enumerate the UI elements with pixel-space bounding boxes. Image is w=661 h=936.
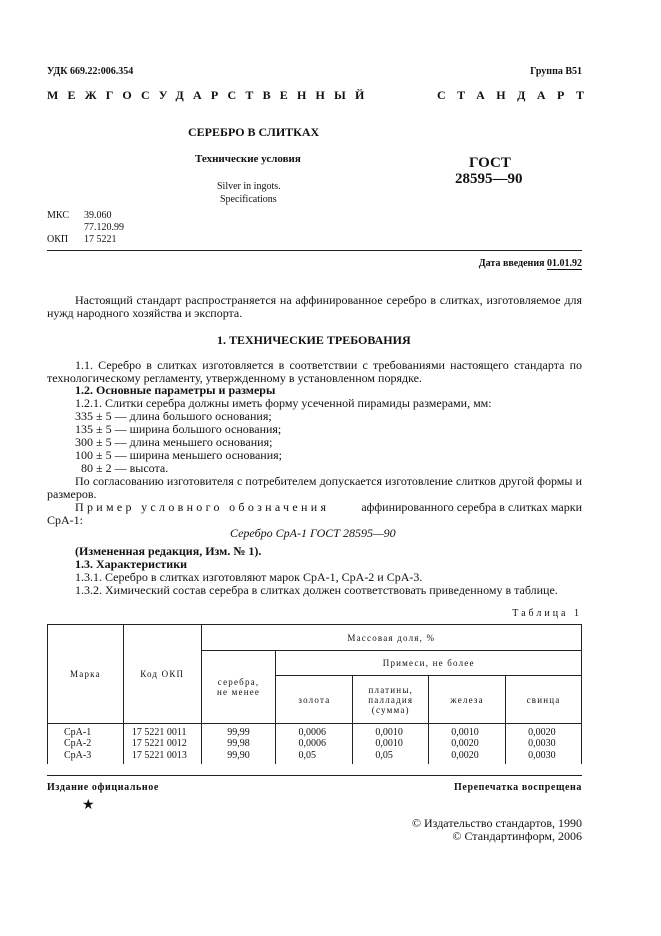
intro-paragraph: Настоящий стандарт распространяется на аффинированное серебро в слитках, изготовляемое для нужд народного хозяйства и экспорта.: [47, 293, 582, 321]
dimension-line: 300 ± 5 — длина меньшего основания;: [75, 435, 273, 449]
dimension-line: 135 ± 5 — ширина большого основания;: [75, 422, 282, 436]
copyright-2006: © Стандартинформ, 2006: [452, 829, 582, 843]
dimension-line: 80 ± 2 — высота.: [81, 461, 169, 475]
table-caption: Таблица 1: [512, 608, 582, 619]
cell-platinum: 0,0010 0,0010 0,05: [353, 724, 429, 764]
header-silver: серебра, не менее: [201, 651, 276, 724]
cell-gold: 0,0006 0,0006 0,05: [276, 724, 353, 764]
intro-date-label: Дата введения: [478, 258, 545, 269]
mks-value-2: 77.120.99: [84, 222, 124, 233]
paragraph-1-2-1: 1.2.1. Слитки серебра должны иметь форму усеченной пирамиды размерами, мм:: [75, 396, 492, 410]
okp-value: 17 5221: [84, 234, 117, 245]
cell-okp: 17 5221 0011 17 5221 0012 17 5221 0013: [123, 724, 201, 764]
mks-label: МКС: [47, 210, 69, 221]
header-marka: Марка: [48, 625, 124, 724]
header-iron: железа: [429, 676, 506, 724]
example-label: Пример условного обозначения: [75, 500, 330, 514]
mks-value-1: 39.060: [84, 210, 112, 221]
divider-top: [47, 250, 582, 251]
heading-1-2: 1.2. Основные параметры и размеры: [75, 383, 276, 397]
header-gold: золота: [276, 676, 353, 724]
header-mass-fraction: Массовая доля, %: [201, 625, 581, 651]
gost-number: 28595—90: [455, 171, 523, 187]
cell-silver: 99,99 99,98 99,90: [201, 724, 276, 764]
cell-marka: СрА-1 СрА-2 СрА-3: [48, 724, 124, 764]
header-impurities: Примеси, не более: [276, 651, 582, 676]
header-okp: Код ОКП: [123, 625, 201, 724]
agreement-paragraph: По согласованию изготовителя с потребителем допускается изготовление слитков другой формы и размеров.: [47, 474, 582, 502]
reprint-prohibited: Перепечатка воспрещена: [454, 782, 582, 793]
udk-code: УДК 669.22:006.354: [47, 66, 134, 77]
example-formula: Серебро СрА-1 ГОСТ 28595—90: [230, 526, 396, 540]
section-1-title: 1. ТЕХНИЧЕСКИЕ ТРЕБОВАНИЯ: [217, 333, 411, 347]
intro-date: [479, 258, 582, 269]
cell-iron: 0,0010 0,0020 0,0020: [429, 724, 506, 764]
intro-date-value: 01.01.92: [547, 258, 582, 269]
divider-bottom: [47, 775, 582, 776]
english-title-line1: Silver in ingots.: [217, 181, 281, 192]
official-edition: Издание официальное: [47, 782, 159, 793]
paragraph-1-3-1: 1.3.1. Серебро в слитках изготовляют марок СрА-1, СрА-2 и СрА-3.: [75, 570, 423, 584]
page-title: СЕРЕБРО В СЛИТКАХ: [188, 125, 320, 139]
header-lead: свинца: [506, 676, 582, 724]
okp-label: ОКП: [47, 234, 69, 245]
gost-label: ГОСТ: [469, 155, 511, 171]
page-subtitle: Технические условия: [195, 153, 301, 165]
composition-table: [47, 624, 582, 764]
header-platinum: платины, палладия (сумма): [353, 676, 429, 724]
dimension-line: 100 ± 5 — ширина меньшего основания;: [75, 448, 282, 462]
banner-right: СТАНДАРТ: [437, 88, 596, 102]
cell-lead: 0,0020 0,0030 0,0030: [506, 724, 582, 764]
group-code: Группа В51: [530, 66, 582, 77]
example-text: аффинированного серебра в слитках марки: [361, 500, 582, 514]
example-tail: СрА-1:: [47, 513, 83, 527]
english-title-line2: Specifications: [220, 194, 277, 205]
dimension-line: 335 ± 5 — длина большого основания;: [75, 409, 272, 423]
paragraph-1-3-2: 1.3.2. Химический состав серебра в слитках должен соответствовать приведенному в таблице.: [75, 583, 558, 597]
copyright-1990: © Издательство стандартов, 1990: [411, 816, 582, 830]
paragraph-1-1: 1.1. Серебро в слитках изготовляется в соответствии с требованиями настоящего стандарта по технологическому регламенту, утвержденному в установленном порядке.: [47, 358, 582, 386]
heading-1-3: 1.3. Характеристики: [75, 557, 188, 571]
star-icon: ★: [82, 798, 95, 813]
amendment-note: (Измененная редакция, Изм. № 1).: [75, 544, 262, 558]
banner-left: МЕЖГОСУДАРСТВЕННЫЙ: [47, 88, 374, 102]
